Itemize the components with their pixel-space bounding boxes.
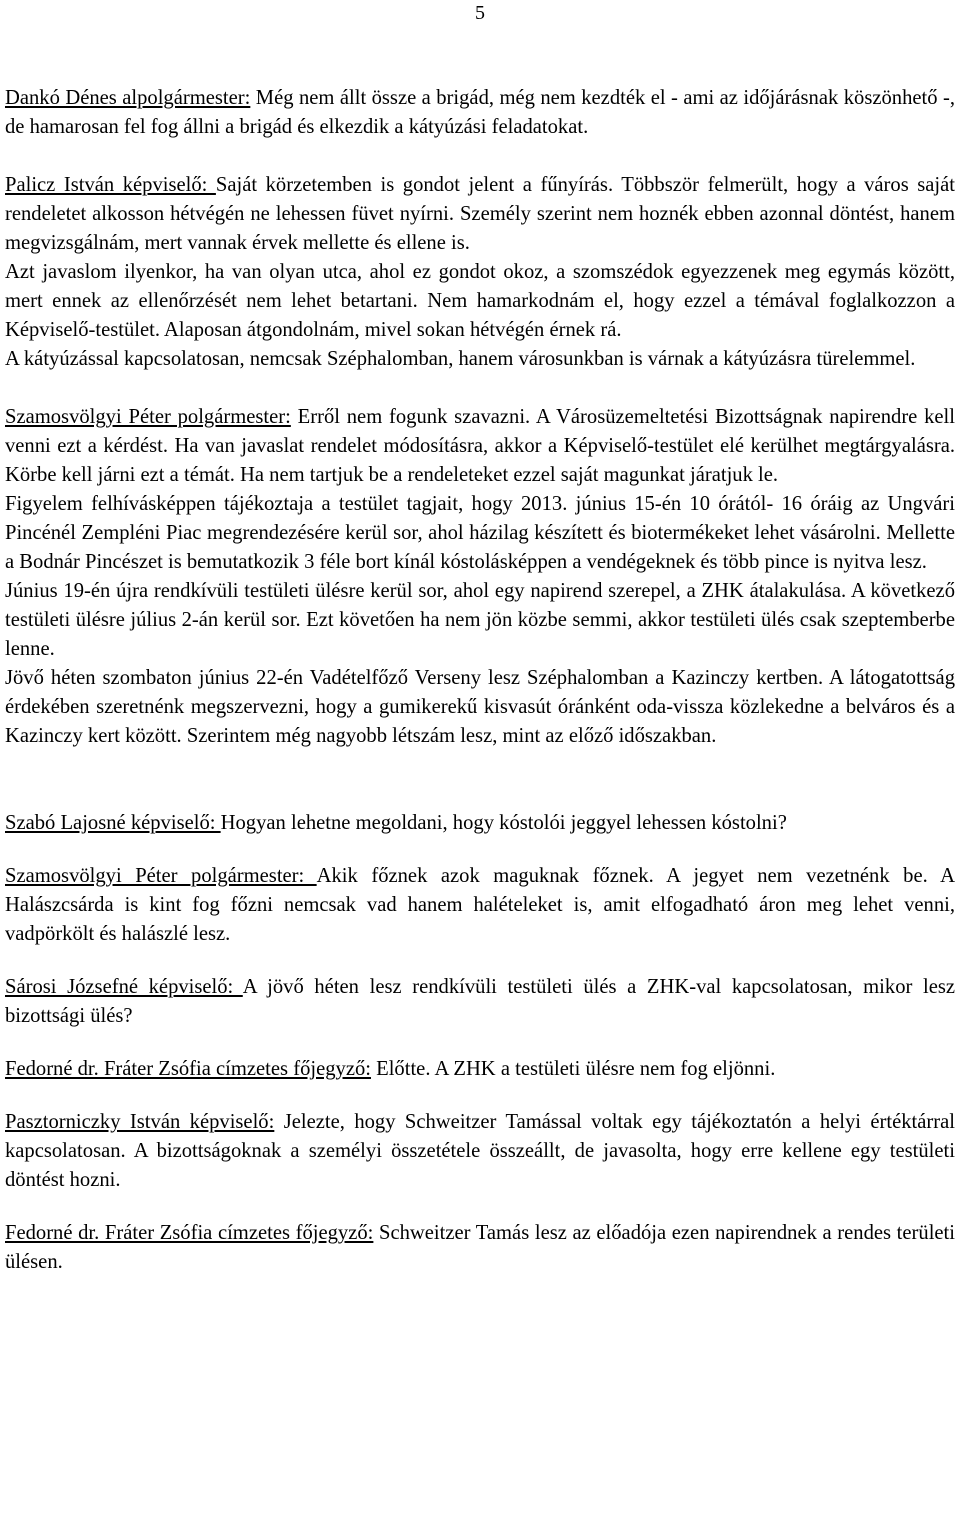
speech-text: Akik főznek azok maguknak főznek. A jegyet nem vezetnénk be. A Halászcsárda is kint fog főzni nemcsak vad hanem halételeket is, amit elfogadható áron meg lehet venni, vadpörkölt és halászlé lesz. bbox=[5, 865, 955, 945]
speaker-name: Sárosi Józsefné képviselő: bbox=[5, 976, 243, 998]
speech-block bbox=[5, 1219, 955, 1277]
paragraph bbox=[5, 862, 955, 949]
speaker-name: Szamosvölgyi Péter polgármester: bbox=[5, 865, 317, 887]
speaker-name: Szamosvölgyi Péter polgármester: bbox=[5, 406, 291, 428]
paragraph: Jövő héten szombaton június 22-én Vadételfőző Verseny lesz Széphalomban a Kazinczy kertben. A látogatottság érdekében szeretnénk megszervezni, hogy a gumikerekű kisvasút óránként oda-vissza közlekedne a belváros és a Kazinczy kert között. Szerintem még nagyobb létszám lesz, mint az előző időszakban. bbox=[5, 667, 955, 747]
speech-text: Előtte. A ZHK a testületi ülésre nem fog eljönni. bbox=[370, 1058, 776, 1080]
speech-block bbox=[5, 1108, 955, 1195]
paragraph: A kátyúzással kapcsolatosan, nemcsak Széphalomban, hanem városunkban is várnak a kátyúzásra türelemmel. bbox=[5, 348, 916, 370]
paragraph: Június 19-én újra rendkívüli testületi ülésre kerül sor, ahol egy napirend szerepel, a ZHK átalakulása. A következő testületi ülésre július 2-án kerül sor. Ezt követően ha nem jön közbe semmi, akkor testületi ülés csak szeptemberbe lenne. bbox=[5, 580, 955, 660]
paragraph bbox=[5, 973, 955, 1031]
speaker-name: Fedorné dr. Fráter Zsófia címzetes főjegyző: bbox=[5, 1058, 371, 1080]
paragraph bbox=[5, 84, 955, 142]
document-body bbox=[5, 84, 955, 1277]
speaker-name: Palicz István képviselő: bbox=[5, 174, 216, 196]
speech-text: Jelezte, hogy Schweitzer Tamással voltak egy tájékoztatón a helyi értéktárral kapcsolatosan. A bizottságoknak a személyi összetétele összeállt, de javasolta, hogy erre kellene egy testületi döntést hozni. bbox=[5, 1111, 956, 1191]
speech-block bbox=[5, 84, 955, 142]
speech-text: A jövő héten lesz rendkívüli testületi ülés a ZHK-val kapcsolatosan, mikor lesz bizottsági ülés? bbox=[5, 976, 955, 1027]
paragraph bbox=[5, 403, 955, 490]
speech-text: Schweitzer Tamás lesz az előadója ezen napirendnek a rendes területi ülésen. bbox=[5, 1222, 955, 1273]
speech-text: Még nem állt össze a brigád, még nem kezdték el - ami az időjárásnak köszönhető -, de hamarosan fel fog állni a brigád és elkezdik a kátyúzási feladatokat. bbox=[5, 87, 955, 138]
paragraph bbox=[5, 171, 955, 258]
paragraph bbox=[5, 1055, 955, 1084]
speech-block bbox=[5, 862, 955, 949]
speech-block bbox=[5, 1055, 955, 1084]
speech-block bbox=[5, 171, 955, 374]
paragraph: Azt javaslom ilyenkor, ha van olyan utca, ahol ez gondot okoz, a szomszédok egyezzenek meg egymás között, mert ennek az ellenőrzését nem lehet betartani. Nem hamarkodnám el, hogy ezzel a témával foglalkozzon a Képviselő-testület. Alaposan átgondolnám, mivel sokan hétvégén érnek rá. bbox=[5, 261, 955, 341]
paragraph bbox=[5, 1108, 955, 1195]
speech-block bbox=[5, 403, 955, 751]
speech-text: Hogyan lehetne megoldani, hogy kóstolói jeggyel lehessen kóstolni? bbox=[220, 812, 787, 834]
speaker-name: Dankó Dénes alpolgármester: bbox=[5, 87, 251, 109]
paragraph: Figyelem felhívásképpen tájékoztaja a testület tagjait, hogy 2013. június 15-én 10 órától- 16 óráig az Ungvári Pincénél Zempléni Piac megrendezésére kerül sor, ahol házilag készített és biotermékeket lehet vásárolni. Mellette a Bodnár Pincészet is bemutatkozik 3 féle bort kínál kóstolásképpen a vendégeknek és több pince is nyitva lesz. bbox=[5, 493, 955, 573]
speech-block bbox=[5, 809, 955, 838]
speech-text: Erről nem fogunk szavazni. A Városüzemeltetési Bizottságnak napirendre kell venni ezt a kérdést. Ha van javaslat rendelet módosításra, akkor a Képviselő-testület elé kerülhet megtárgyalásra. Körbe kell járni ezt a témát. Ha nem tartjuk be a rendeleteket ezzel saját magunkat járatjuk le. bbox=[5, 406, 956, 486]
page-number: 5 bbox=[475, 2, 485, 24]
speaker-name: Pasztorniczky István képviselő: bbox=[5, 1111, 275, 1133]
paragraph bbox=[5, 1219, 955, 1277]
speaker-name: Fedorné dr. Fráter Zsófia címzetes főjegyző: bbox=[5, 1222, 374, 1244]
speech-text: Saját körzetemben is gondot jelent a fűnyírás. Többször felmerült, hogy a város saját rendeletet alkosson hétvégén ne lehessen füvet nyírni. Személy szerint nem hoznék ebben azonnal döntést, hanem megvizsgálnám, mert vannak érvek mellette és ellene is. bbox=[5, 174, 955, 254]
speech-block bbox=[5, 973, 955, 1031]
paragraph bbox=[5, 809, 955, 838]
speaker-name: Szabó Lajosné képviselő: bbox=[5, 812, 221, 834]
